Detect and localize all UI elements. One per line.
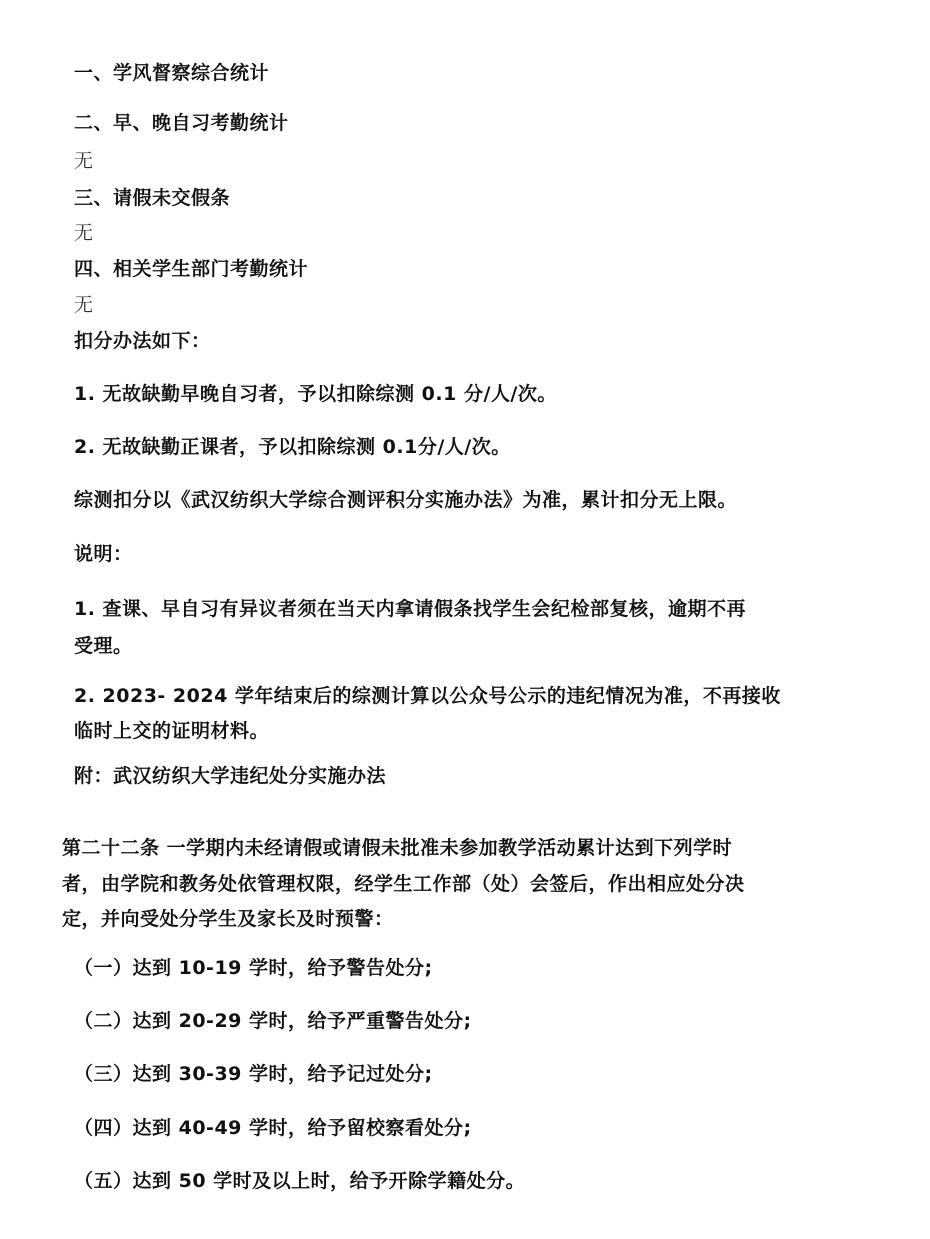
article-item-4: （四）达到 40-49 学时，给予留校察看处分; [74, 1117, 472, 1139]
section-1-heading: 一、学风督察综合统计 [74, 62, 270, 84]
article-line-1: 第二十二条 一学期内未经请假或请假未批准未参加教学活动累计达到下列学时 [62, 837, 733, 859]
explanation-item-1-line-1: 1. 查课、早自习有异议者须在当天内拿请假条找学生会纪检部复核，逾期不再 [74, 598, 747, 620]
explanation-title: 说明： [74, 543, 133, 565]
section-4-heading: 四、相关学生部门考勤统计 [74, 258, 309, 280]
deduction-rule-2: 2. 无故缺勤正课者，予以扣除综测 0.1分/人/次。 [74, 436, 511, 458]
explanation-item-2-line-2: 临时上交的证明材料。 [74, 720, 270, 742]
section-2-body: 无 [74, 150, 94, 172]
deduction-note: 综测扣分以《武汉纺织大学综合测评积分实施办法》为准，累计扣分无上限。 [74, 489, 738, 511]
section-3-body: 无 [74, 222, 94, 244]
article-item-1: （一）达到 10-19 学时，给予警告处分; [74, 957, 433, 979]
appendix-title: 附：武汉纺织大学违纪处分实施办法 [74, 765, 387, 787]
article-item-3: （三）达到 30-39 学时，给予记过处分; [74, 1063, 433, 1085]
section-2-heading: 二、早、晚自习考勤统计 [74, 112, 289, 134]
article-item-2: （二）达到 20-29 学时，给予严重警告处分; [74, 1010, 472, 1032]
section-3-heading: 三、请假未交假条 [74, 187, 231, 209]
section-4-body: 无 [74, 294, 94, 316]
explanation-item-1-line-2: 受理。 [74, 635, 133, 657]
article-line-2: 者，由学院和教务处依管理权限，经学生工作部（处）会签后，作出相应处分决 [62, 873, 745, 895]
article-line-3: 定，并向受处分学生及家长及时预警： [62, 908, 394, 930]
deduction-title: 扣分办法如下： [74, 330, 211, 352]
explanation-item-2-line-1: 2. 2023- 2024 学年结束后的综测计算以公众号公示的违纪情况为准，不再接收 [74, 685, 781, 707]
article-item-5: （五）达到 50 学时及以上时，给予开除学籍处分。 [74, 1170, 526, 1192]
deduction-rule-1: 1. 无故缺勤早晚自习者，予以扣除综测 0.1 分/人/次。 [74, 383, 557, 405]
